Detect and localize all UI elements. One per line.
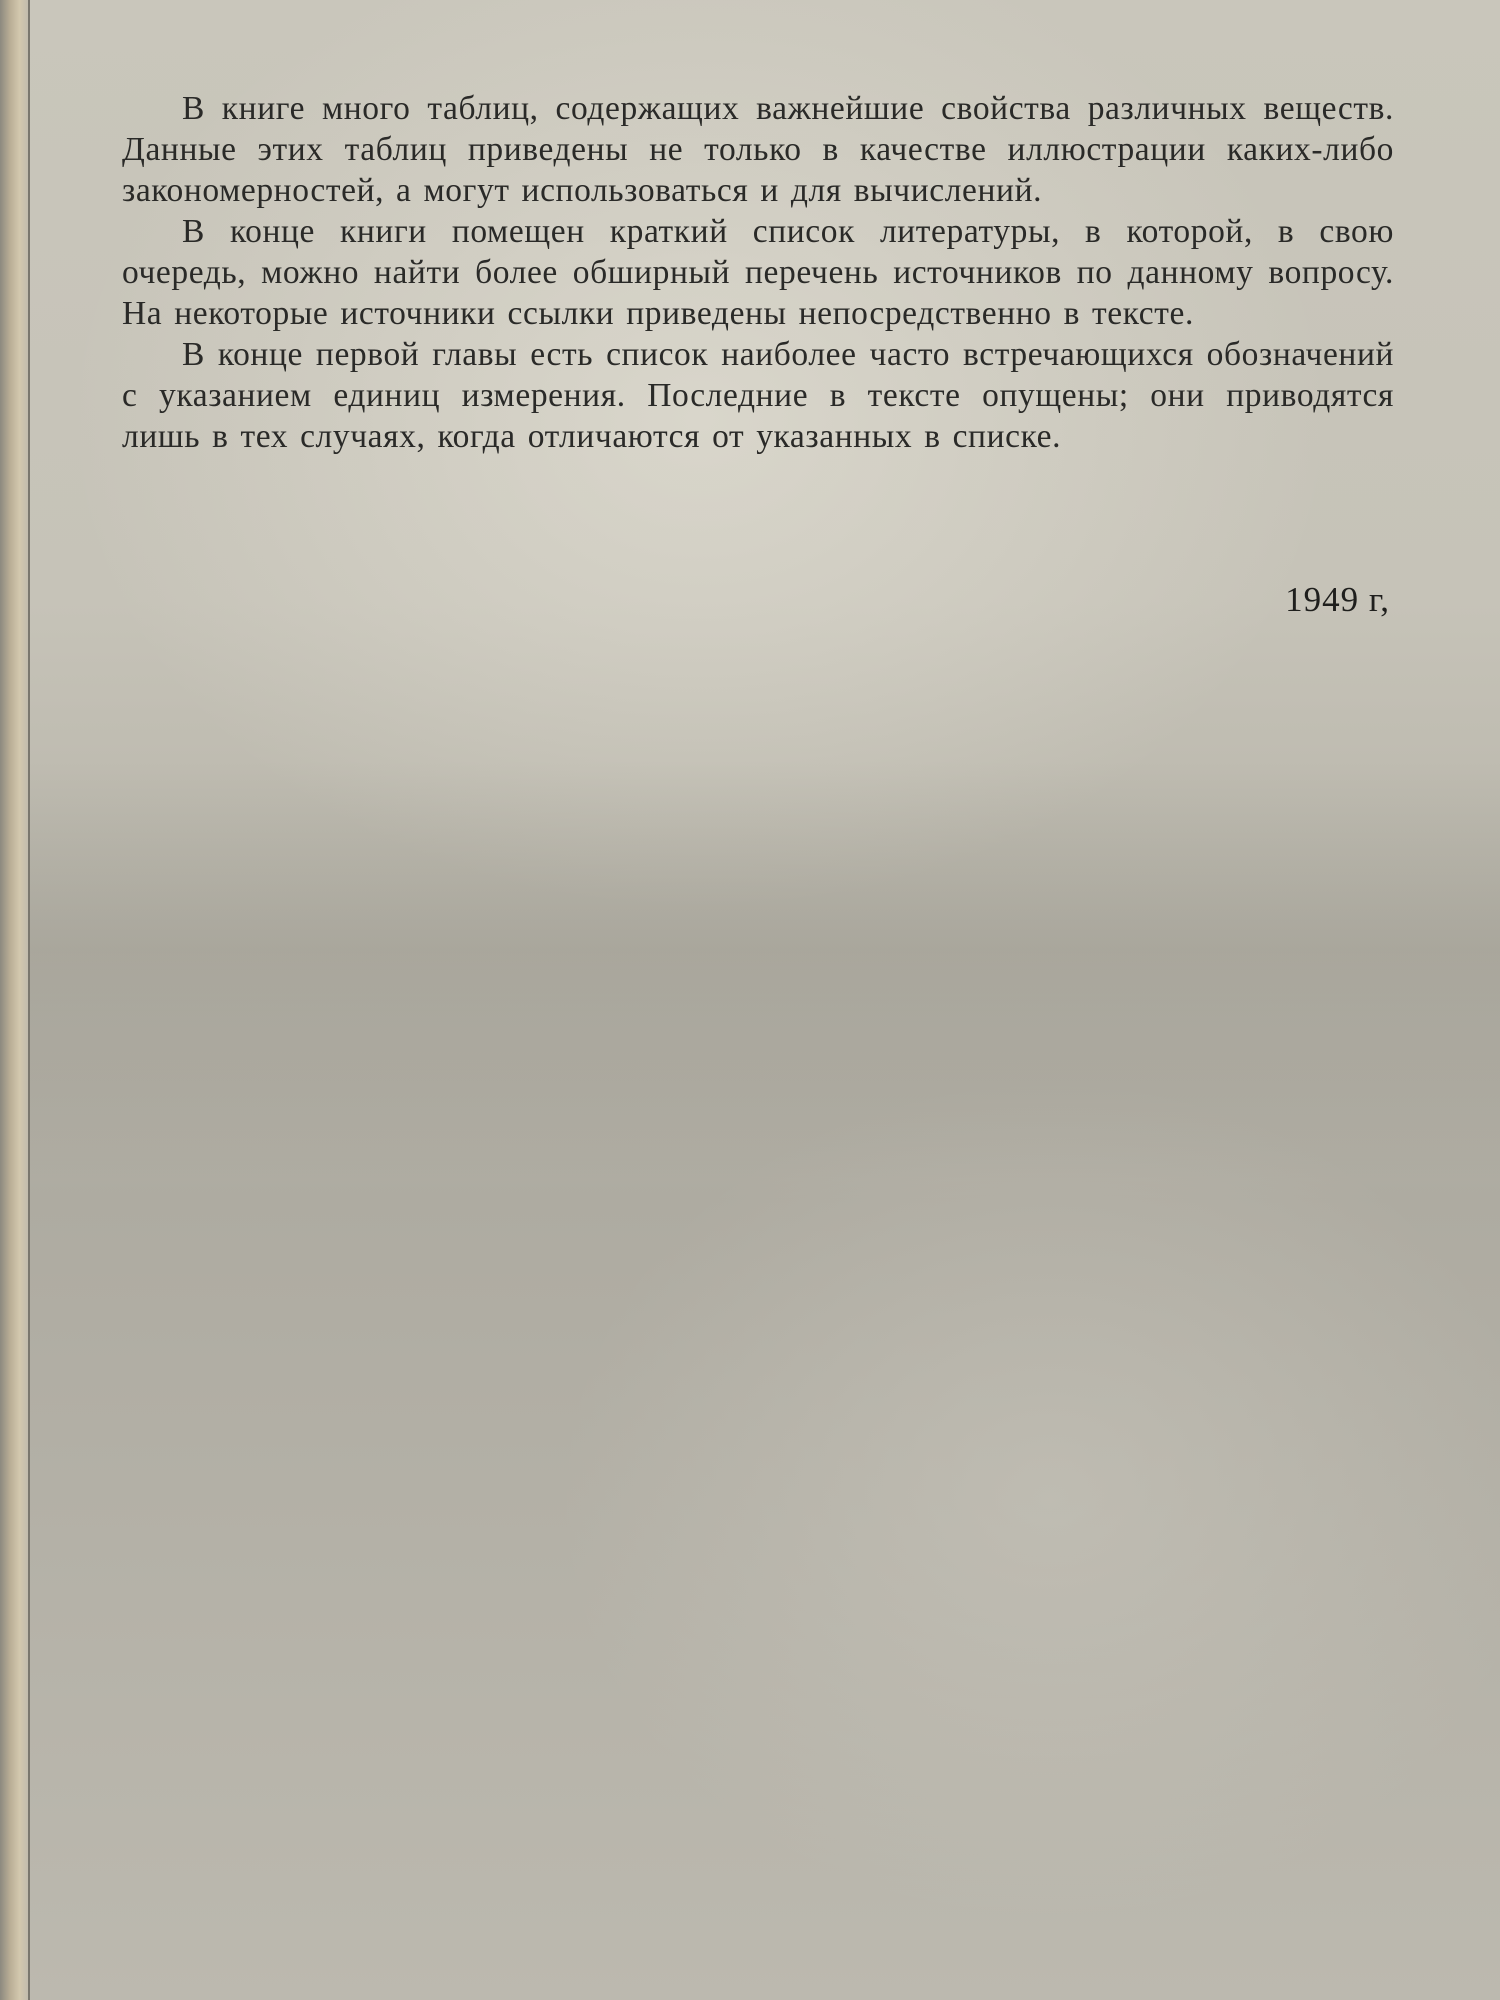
paragraph-literature: В конце книги помещен краткий список литературы, в которой, в свою очередь, можно найти более обширный перечень источников по данному вопросу. На некоторые источники ссылки приведены непосредственно в тексте. bbox=[122, 213, 1394, 332]
date-signature: 1949 г, bbox=[1285, 580, 1390, 619]
paragraph-tables: В книге много таблиц, содержащих важнейшие свойства различных веществ. Данные этих таблиц приведены не только в качестве иллюстрации каких-либо закономерностей, а могут использоваться и для вычислений. bbox=[122, 90, 1394, 209]
paragraph-notation: В конце первой главы есть список наиболее часто встречающихся обозначений с указанием единиц измерения. Последние в тексте опущены; они приводятся лишь в тех случаях, когда отличаются от указанных в списке. bbox=[122, 336, 1394, 455]
page-binding-edge bbox=[0, 0, 30, 2000]
body-text bbox=[122, 88, 1394, 457]
page-shadow bbox=[28, 760, 1500, 1180]
